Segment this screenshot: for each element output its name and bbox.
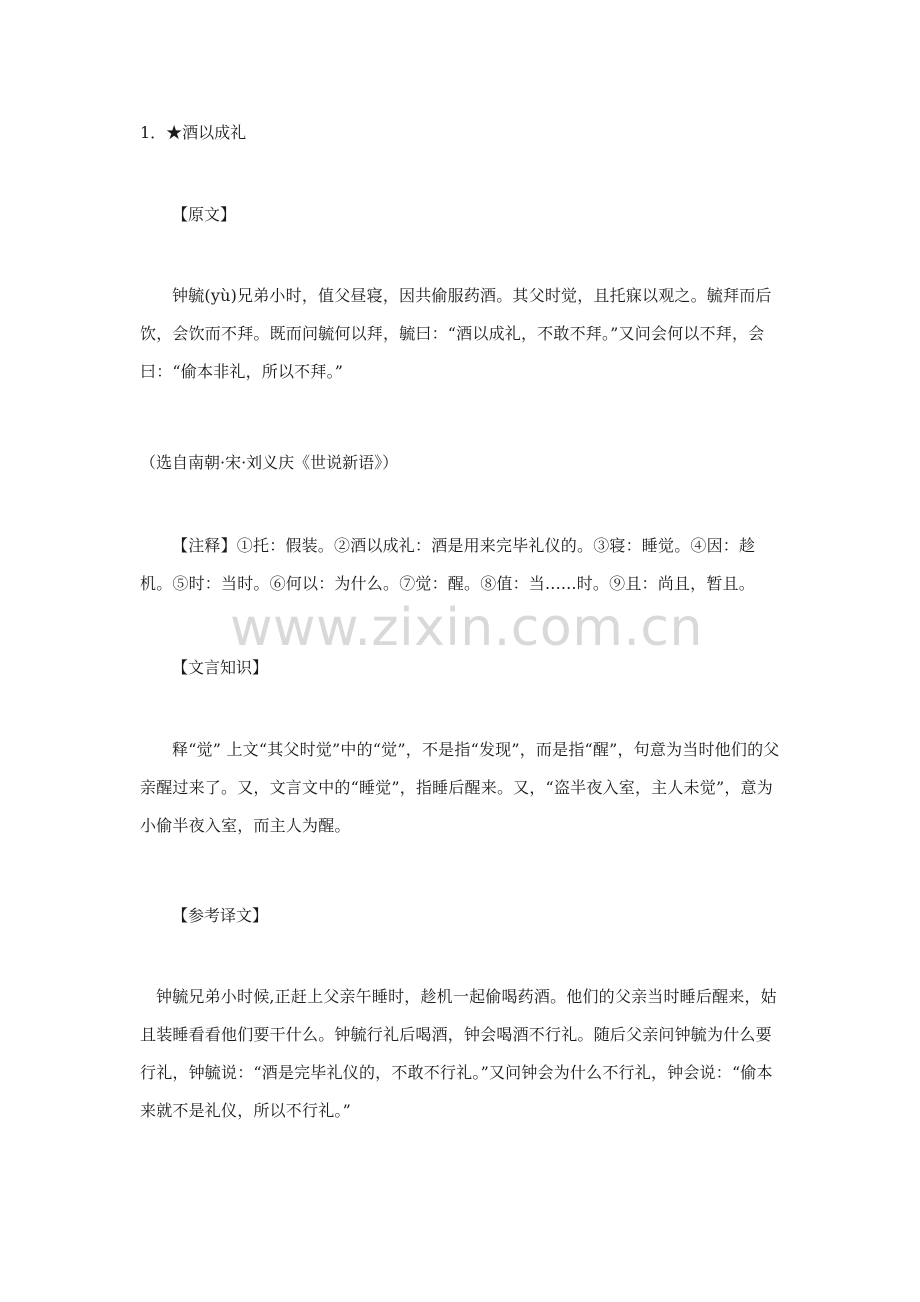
section-title: 1．★酒以成礼 — [140, 123, 247, 142]
original-heading: 【原文】 — [172, 205, 237, 224]
knowledge-heading: 【文言知识】 — [172, 658, 269, 677]
translation-text: 钟毓兄弟小时候,正赶上父亲午睡时，趁机一起偷喝药酒。他们的父亲当时睡后醒来，姑且装睡看看他们要干什么。钟毓行礼后喝酒，钟会喝酒不行礼。随后父亲问钟毓为什么要行礼，钟毓说：“酒是完毕礼仪的，不敢不行礼。”又问钟会为什么不行礼，钟会说：“偷本来就不是礼仪，所以不行礼。” — [140, 987, 777, 1120]
watermark: www.zixin.com.cn — [230, 598, 703, 658]
translation-heading: 【参考译文】 — [172, 906, 269, 925]
knowledge-text: 释“觉” 上文“其父时觉”中的“觉”，不是指“发现”，而是指“醒”，句意为当时他们的父亲醒过来了。又，文言文中的“睡觉”，指睡后醒来。又，“盗半夜入室，主人未觉”，意为小偷半夜入室，而主人为醒。 — [140, 740, 780, 835]
notes-paragraph: 【注释】①托：假装。②酒以成礼：酒是用来完毕礼仪的。③寝：睡觉。④因：趁机。⑤时：当时。⑥何以：为什么。⑦觉：醒。⑧值：当......时。⑨且：尚且，暂且。 — [140, 536, 756, 593]
original-text: 钟毓(yù)兄弟小时，值父昼寝，因共偷服药酒。其父时觉，且托寐以观之。毓拜而后饮，会饮而不拜。既而问毓何以拜，毓曰：“酒以成礼，不敢不拜。”又问会何以不拜，会曰：“偷本非礼，所以不拜。” — [140, 286, 772, 381]
source-citation: （选自南朝·宋·刘义庆《世说新语》） — [140, 453, 399, 472]
